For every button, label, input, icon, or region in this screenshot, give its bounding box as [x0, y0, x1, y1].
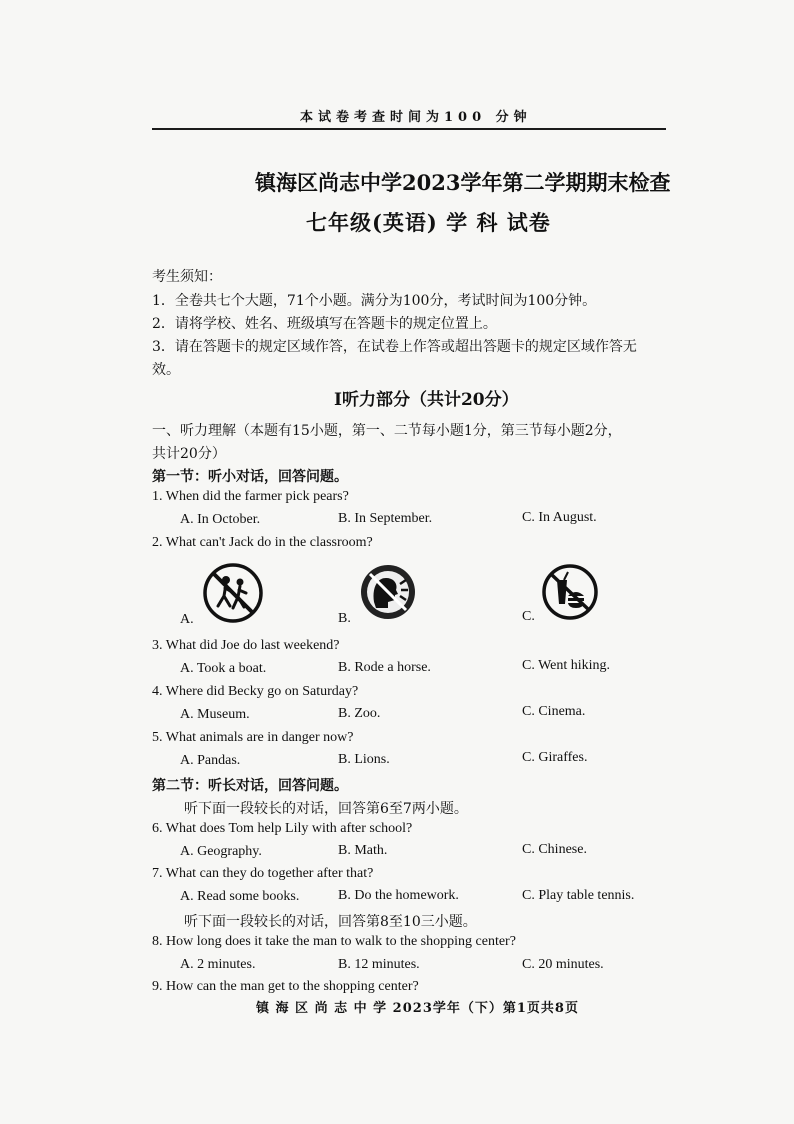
exam-title: 镇海区尚志中学2023学年第二学期期末检查 — [255, 170, 671, 195]
option-b: B. In September. — [338, 511, 433, 526]
option-b: B. Rode a horse. — [338, 660, 431, 675]
option-b: B. 12 minutes. — [338, 957, 420, 972]
option-b: B. Zoo. — [338, 706, 381, 721]
subsection-title: 第一节：听小对话，回答问题。 — [152, 469, 348, 485]
option-b: B. Lions. — [338, 752, 390, 767]
option-a: A. Museum. — [180, 707, 250, 722]
question-2: 2. What can't Jack do in the classroom? — [152, 535, 373, 550]
no-food-drink-sign-icon — [540, 562, 600, 626]
option-b: B. Do the homework. — [338, 888, 459, 903]
part-title: 一、听力理解（本题有15小题，第一、二节每小题1分，第三节每小题2分， — [152, 423, 622, 439]
option-a: A. Took a boat. — [180, 661, 267, 676]
no-running-sign-icon — [202, 562, 264, 628]
instruction-note: 听下面一段较长的对话，回答第6至7两小题。 — [184, 801, 468, 817]
option-c: C. — [522, 609, 535, 624]
header-rule — [152, 128, 666, 130]
option-c: C. Play table tennis. — [522, 888, 635, 903]
instruction-note: 听下面一段较长的对话，回答第8至10三小题。 — [184, 914, 477, 930]
question-1: 1. When did the farmer pick pears? — [152, 489, 349, 504]
option-b: B. Math. — [338, 843, 388, 858]
option-a: A. Geography. — [180, 844, 262, 859]
option-a: A. Read some books. — [180, 889, 300, 904]
notice-item: 3．请在答题卡的规定区域作答，在试卷上作答或超出答题卡的规定区域作答无 — [152, 339, 637, 355]
question-7: 7. What can they do together after that? — [152, 866, 374, 881]
question-8: 8. How long does it take the man to walk to the shopping center? — [152, 934, 516, 949]
option-c: C. In August. — [522, 510, 597, 525]
question-9: 9. How can the man get to the shopping center? — [152, 979, 419, 994]
question-3: 3. What did Joe do last weekend? — [152, 638, 340, 653]
subsection-title: 第二节：听长对话，回答问题。 — [152, 778, 348, 794]
option-c: C. Went hiking. — [522, 658, 611, 673]
option-c: C. Chinese. — [522, 842, 587, 857]
question-5: 5. What animals are in danger now? — [152, 730, 354, 745]
question-4: 4. Where did Becky go on Saturday? — [152, 684, 359, 699]
notice-item: 1．全卷共七个大题，71个小题。满分为100分，考试时间为100分钟。 — [152, 293, 597, 309]
section-title: I听力部分（共计20分） — [334, 390, 519, 410]
option-a: A. 2 minutes. — [180, 957, 256, 972]
option-a: A. — [180, 612, 194, 627]
option-c: C. Cinema. — [522, 704, 586, 719]
option-c: C. 20 minutes. — [522, 957, 604, 972]
exam-time-note: 本试卷考查时间为100 分钟 — [300, 110, 532, 125]
option-a: A. Pandas. — [180, 753, 241, 768]
no-shouting-sign-icon — [358, 562, 418, 626]
option-c: C. Giraffes. — [522, 750, 588, 765]
page-footer: 镇 海 区 尚 志 中 学 2023学年（下）第1页共8页 — [256, 1001, 579, 1016]
notice-item: 2．请将学校、姓名、班级填写在答题卡的规定位置上。 — [152, 316, 497, 332]
exam-subtitle: 七年级(英语) 学 科 试卷 — [306, 210, 551, 235]
question-6: 6. What does Tom help Lily with after school? — [152, 821, 413, 836]
part-title-cont: 共计20分） — [152, 446, 226, 462]
notice-heading: 考生须知： — [152, 269, 222, 285]
notice-item: 效。 — [152, 362, 180, 378]
option-a: A. In October. — [180, 512, 261, 527]
option-b: B. — [338, 611, 351, 626]
